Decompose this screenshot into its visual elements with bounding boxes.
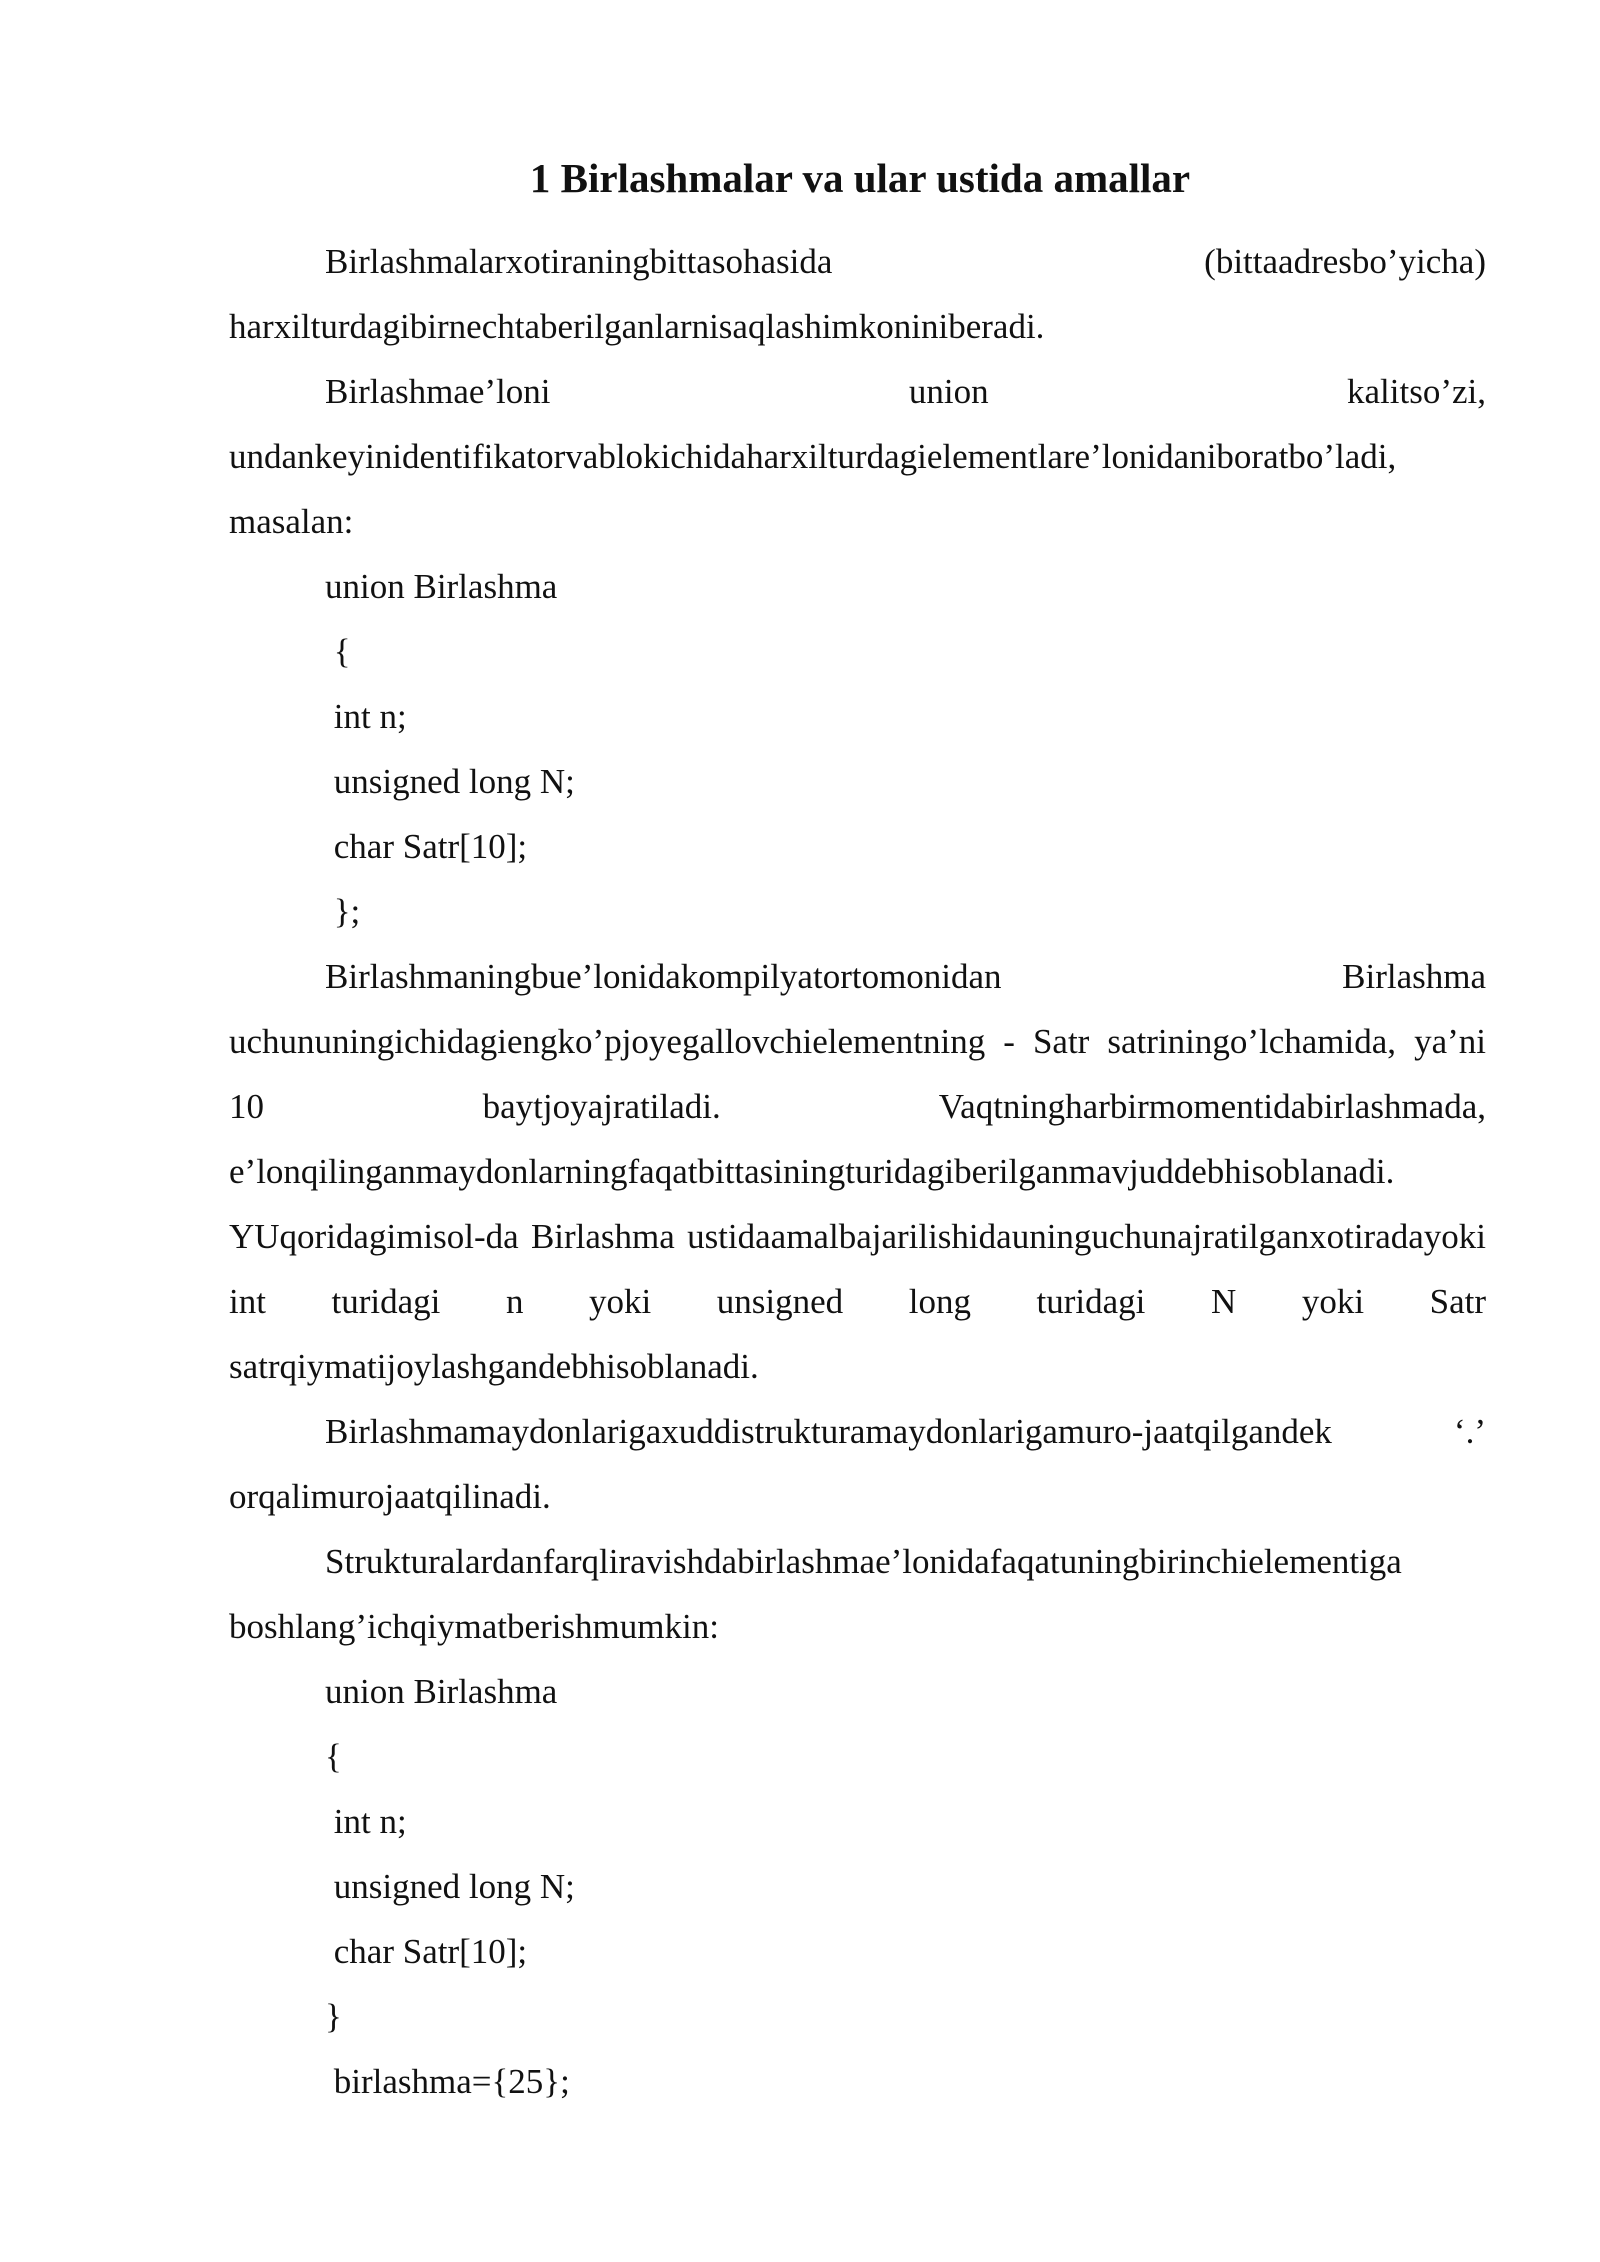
code-line: birlashma={25};	[325, 2062, 570, 2101]
code-line: unsigned long N;	[325, 762, 575, 801]
paragraph-field-access: Birlashmamaydonlarigaxuddistrukturamaydonlarigamuro-jaatqilgandek ‘.’ orqalimurojaatqilinadi.	[229, 1412, 1486, 1516]
paragraph-initialization: Strukturalardanfarqliravishdabirlashmae’lonidafaqatuningbirinchielementiga boshlang’ichqiymatberishmumkin:	[229, 1542, 1402, 1646]
code-line: int n;	[325, 697, 407, 736]
code-line: union Birlashma	[325, 567, 558, 606]
code-example-1	[325, 554, 575, 944]
section-title: 1 Birlashmalar va ular ustida amallar	[529, 155, 1191, 201]
code-line: char Satr[10];	[325, 1932, 528, 1971]
code-example-2	[325, 1659, 575, 2114]
code-line: {	[325, 632, 351, 671]
paragraph-intro: Birlashmalarxotiraningbittasohasida (bittaadresbo’yicha) harxilturdagibirnechtaberilganlarnisaqlashimkoniniberadi.	[229, 242, 1486, 346]
paragraph-declaration: Birlashmae’loni union kalitso’zi, undankeyinidentifikatorvablokichidaharxilturdagielementlare’lonidaniboratbo’ladi, masalan:	[229, 372, 1486, 541]
code-line: unsigned long N;	[325, 1867, 575, 1906]
code-line: int n;	[325, 1802, 407, 1841]
code-line: union Birlashma	[325, 1672, 558, 1711]
code-line: {	[325, 1737, 342, 1776]
code-line: char Satr[10];	[325, 827, 528, 866]
code-line: }	[325, 1997, 342, 2036]
paragraph-memory-allocation: Birlashmaningbue’lonidakompilyatortomonidan Birlashma uchununingichidagiengko’pjoyegallovchielementning - Satr satriningo’lchamida, ya’ni 10 baytjoyajratiladi. Vaqtningharbirmomentidabirlashmada, e’lonqilinganmaydonlarningfaqatbittasiningturidagiberilganmavjuddebhisoblanadi. YUqoridagimisol-da Birlashma ustidaamalbajarilishidauninguchunajratilganxotiradayoki int turidagi n yoki unsigned long turidagi N yoki Satr satrqiymatijoylashgandebhisoblanadi.	[229, 957, 1486, 1386]
code-line: };	[325, 892, 361, 931]
